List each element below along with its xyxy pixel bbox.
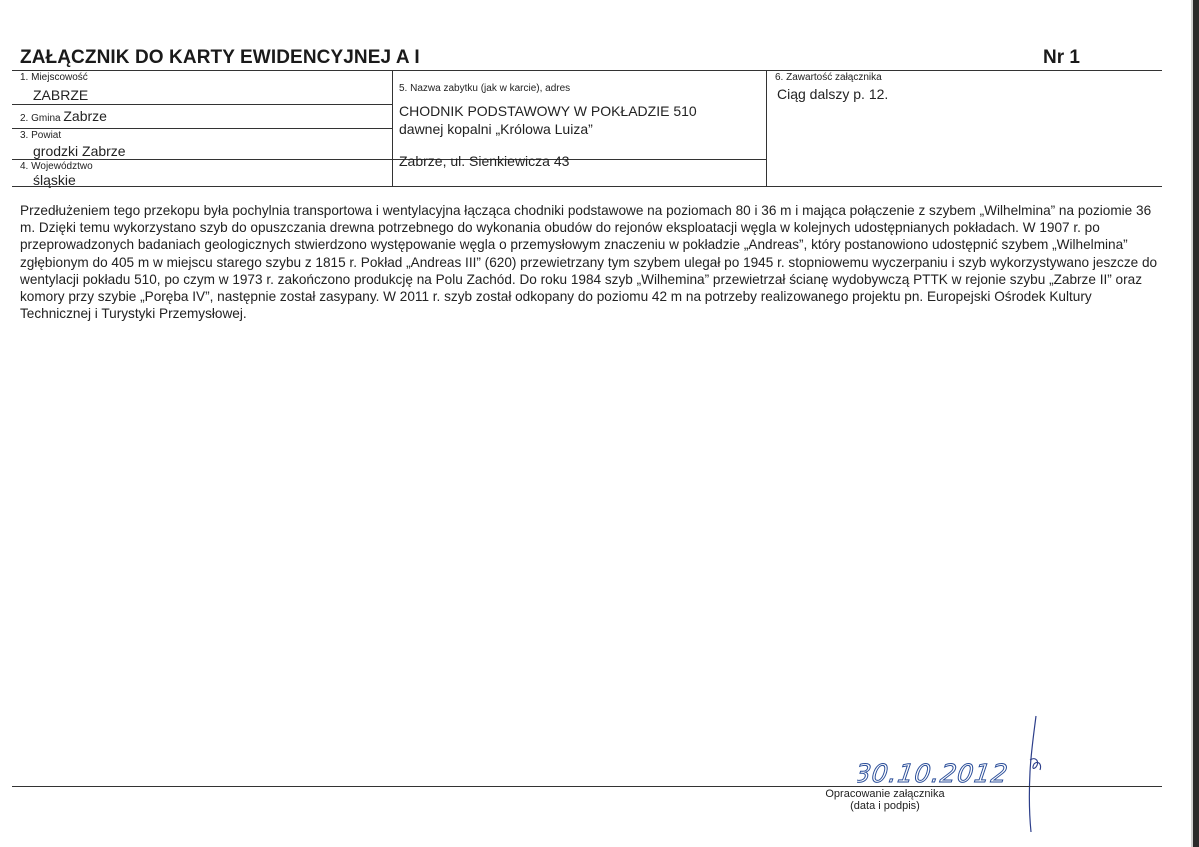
powiat-value: grodzki Zabrze [33,143,126,159]
signature [1012,712,1052,842]
nazwa-address: Zabrze, ul. Sienkiewicza 43 [399,153,570,169]
footer-label-line-1: Opracowanie załącznika [825,788,945,800]
row-divider-1 [12,104,392,105]
header-bottom-rule [12,186,1162,187]
scan-edge-shadow [1191,0,1193,847]
wojewodztwo-value: śląskie [33,172,76,188]
footer-rule [12,786,1162,787]
gmina-row [20,108,107,124]
row-divider-2 [12,128,392,129]
footer-label [790,788,980,812]
miejscowosc-value: ZABRZE [33,87,89,103]
signature-svg [1012,712,1052,837]
date-svg [857,760,1007,788]
row-divider-3 [12,159,766,160]
nazwa-line-1: CHODNIK PODSTAWOWY W POKŁADZIE 510 [399,103,697,119]
wojewodztwo-label: 4. Województwo [20,161,93,172]
zawartosc-label: 6. Zawartość załącznika [775,72,882,83]
gmina-label: 2. Gmina [20,113,61,124]
powiat-label: 3. Powiat [20,130,62,141]
gmina-value: Zabrze [63,108,107,124]
header-top-rule [12,70,1162,71]
column-divider-1 [392,70,393,187]
attachment-number: Nr 1 [1043,47,1080,68]
date-text: 30.10.2012 [857,760,1007,788]
nazwa-line-2: dawnej kopalni „Królowa Luiza” [399,121,593,137]
miejscowosc-label: 1. Miejscowość [20,72,88,83]
scan-edge [1193,0,1199,847]
document-title: ZAŁĄCZNIK DO KARTY EWIDENCYJNEJ A I [20,47,420,68]
nazwa-label: 5. Nazwa zabytku (jak w karcie), adres [399,83,571,94]
zawartosc-value: Ciąg dalszy p. 12. [777,86,889,102]
description-text: Przedłużeniem tego przekopu była pochylnia transportowa i wentylacyjna łącząca chodniki podstawowe na poziomach 80 i 36 m i mająca połączenie z szybem „Wilhelmina” na poziomie 36 m. Dzięki temu wykorzystano szyb do opuszczania drewna potrzebnego do wykonania obudów do rejonów eksploatacji węgla w kolejnych udostępnianych pokładach. W 1907 r. po przeprowadzonych badaniach geologicznych stwierdzono występowanie węgla o przemysłowym znaczeniu w pokładzie „Andreas”, który postanowiono udostępnić szybem „Wilhelmina” zgłębionym do 405 m w miejscu starego szybu z 1815 r. Pokład „Andreas III” (620) przewietrzany tym szybem ulegał po 1945 r. stopniowemu wyczerpaniu i szyb wykorzystywano jeszcze do wentylacji pokładu 510, po czym w 1973 r. zakończono produkcję na Polu Zachód. Do roku 1984 szyb „Wilhemina” przewietrzał ścianę wydobywczą PTTK w rejonie szybu „Zabrze II” oraz komory przy szybie „Poręba IV”, następnie został zasypany. W 2011 r. szyb został odkopany do poziomu 42 m na potrzeby realizowanego projektu pn. Europejski Ośrodek Kultury Technicznej i Turystyki Przemysłowej. [20,203,1158,322]
column-divider-2 [766,70,767,187]
footer-label-line-2: (data i podpis) [850,800,920,812]
